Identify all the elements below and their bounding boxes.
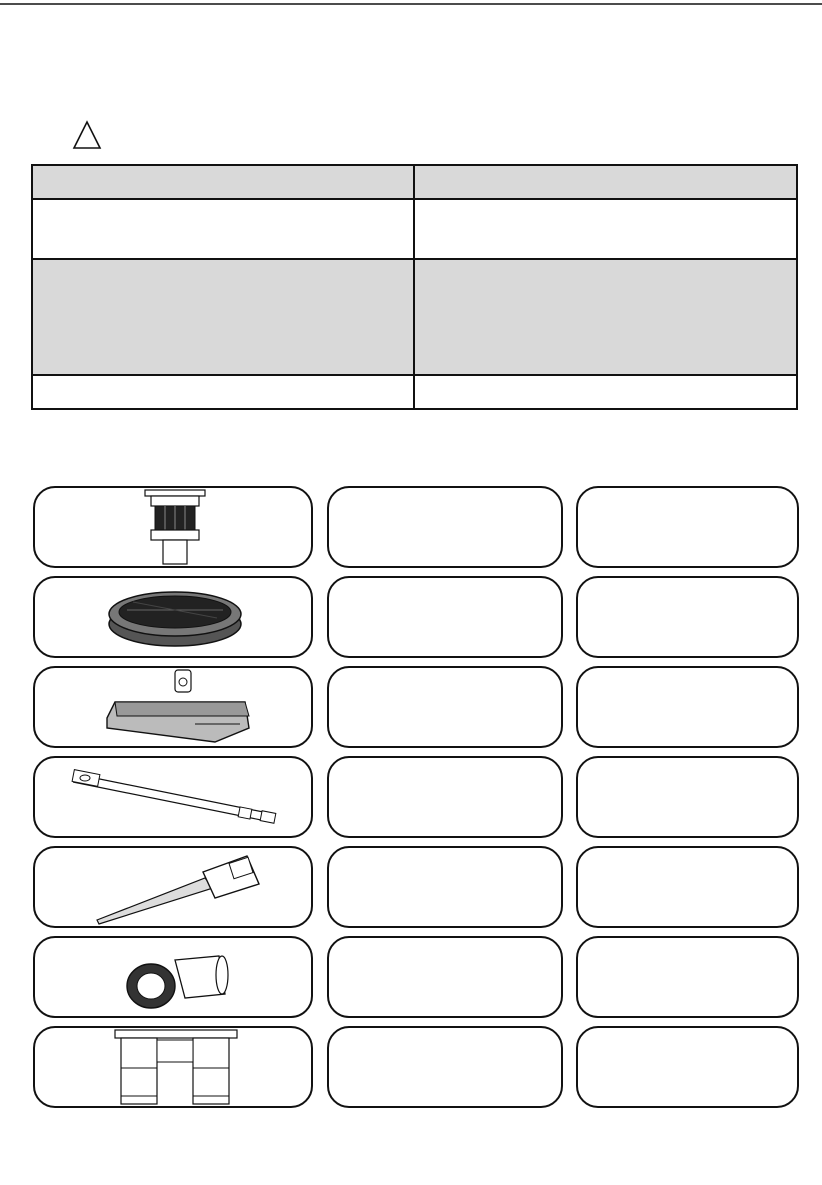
part-name-card <box>327 1026 563 1108</box>
part-qty-card <box>576 576 799 658</box>
part-image-card <box>33 846 313 928</box>
page-top-border <box>0 0 822 12</box>
part-name-card <box>327 486 563 568</box>
warning-triangle-icon <box>72 120 102 150</box>
part-image-card <box>33 486 313 568</box>
table-cell <box>33 260 415 374</box>
table-row <box>33 376 796 408</box>
table-cell <box>33 200 415 258</box>
cyclone-filter-assembly-icon <box>35 488 311 566</box>
part-qty-card <box>576 936 799 1018</box>
part-image-card <box>33 666 313 748</box>
dusting-brush-icon <box>35 938 311 1016</box>
floor-brush-head-icon <box>35 668 311 746</box>
part-qty-card <box>576 1026 799 1108</box>
spec-table <box>31 164 798 410</box>
hepa-filter-disc-icon <box>35 578 311 656</box>
part-image-card <box>33 936 313 1018</box>
table-cell <box>415 376 796 408</box>
wall-mount-bracket-icon <box>35 1028 311 1106</box>
table-header-row <box>33 166 796 200</box>
table-cell <box>33 376 415 408</box>
table-row <box>33 260 796 376</box>
part-name-card <box>327 936 563 1018</box>
table-cell <box>415 260 796 374</box>
part-name-card <box>327 846 563 928</box>
table-header-cell <box>415 166 796 198</box>
table-header-cell <box>33 166 415 198</box>
part-qty-card <box>576 756 799 838</box>
table-row <box>33 200 796 260</box>
crevice-tool-icon <box>35 848 311 926</box>
part-name-card <box>327 756 563 838</box>
extension-tube-icon <box>35 758 311 836</box>
part-qty-card <box>576 666 799 748</box>
table-cell <box>415 200 796 258</box>
part-image-card <box>33 1026 313 1108</box>
part-name-card <box>327 576 563 658</box>
part-qty-card <box>576 486 799 568</box>
part-image-card <box>33 756 313 838</box>
part-qty-card <box>576 846 799 928</box>
part-name-card <box>327 666 563 748</box>
part-image-card <box>33 576 313 658</box>
